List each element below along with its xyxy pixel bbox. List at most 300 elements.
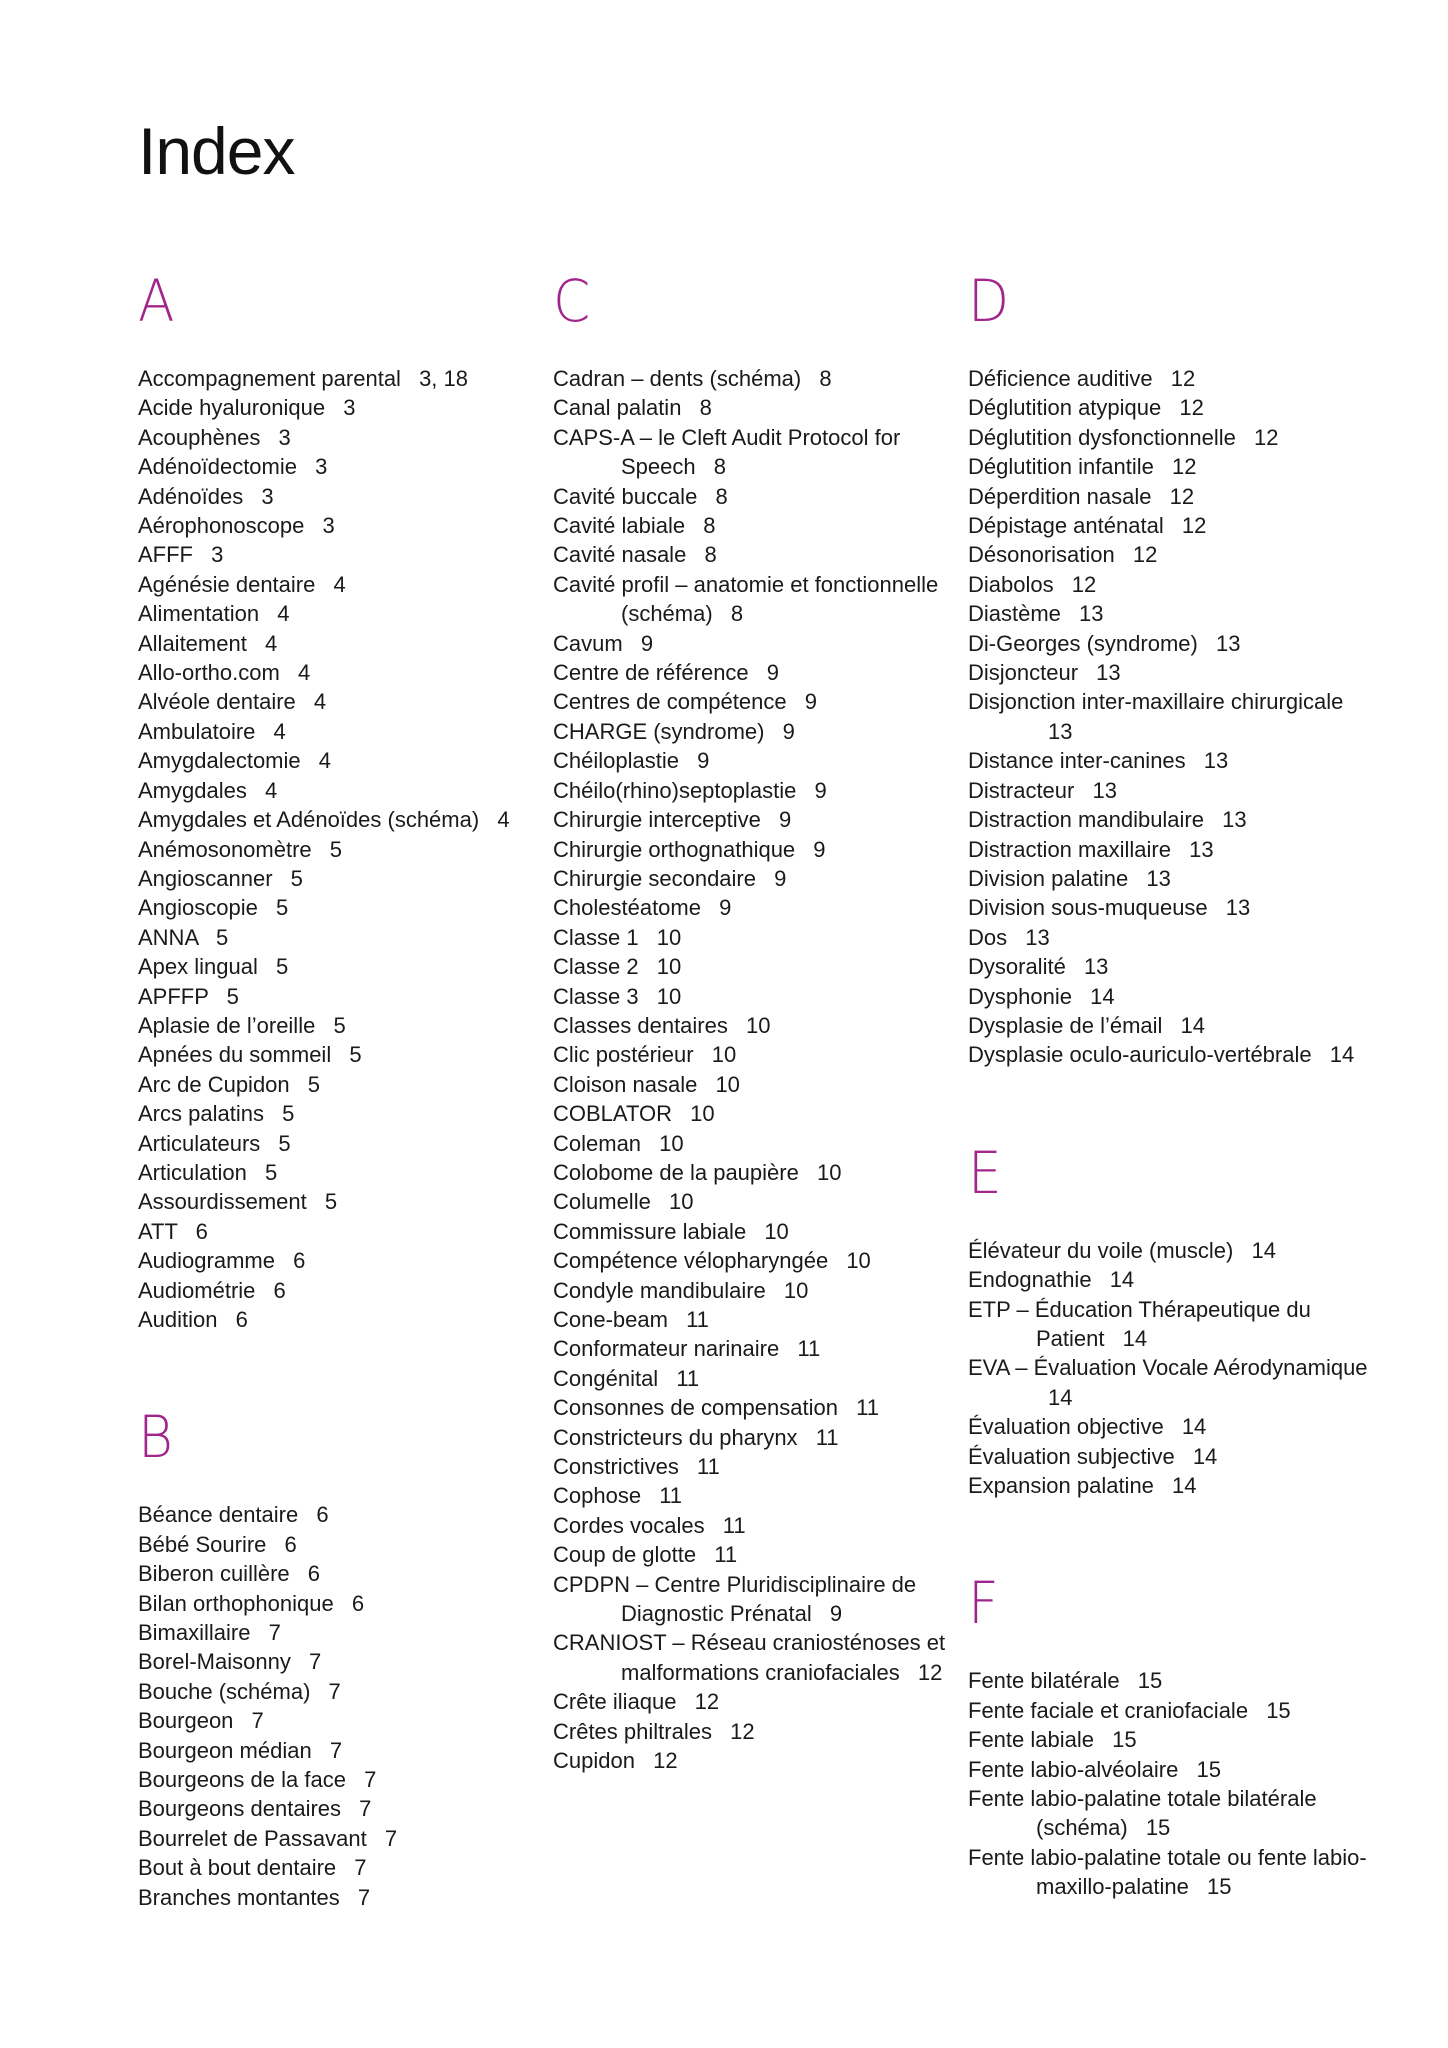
entry-page-ref[interactable]: 14 [1122, 1325, 1148, 1351]
entry-page-ref[interactable]: 5 [278, 1130, 291, 1156]
index-entry [138, 423, 538, 452]
entry-page-ref[interactable]: 8 [703, 513, 716, 539]
entry-term: Division palatine [968, 865, 1129, 891]
index-entry [138, 1559, 538, 1588]
index-section-e [968, 1138, 1368, 1501]
index-entry [138, 1217, 538, 1246]
index-entry [138, 1187, 538, 1216]
index-section-c [553, 267, 953, 1776]
entry-term: Distraction mandibulaire [968, 807, 1204, 833]
entry-page-ref[interactable]: 5 [333, 1012, 346, 1038]
index-entry [138, 629, 538, 658]
entry-term: Désonorisation [968, 542, 1115, 568]
entry-term: Classes dentaires [553, 1012, 728, 1038]
entry-term: Distance inter-canines [968, 748, 1186, 774]
entry-page-ref[interactable]: 9 [779, 807, 792, 833]
index-entry [553, 540, 953, 569]
section-letter: E [968, 1138, 1002, 1207]
index-section-f [968, 1569, 1368, 1901]
entry-list [138, 1500, 538, 1912]
index-entry [138, 952, 538, 981]
entry-term: Congénital [553, 1365, 659, 1391]
entry-term: Déglutition atypique [968, 395, 1162, 421]
index-entry [553, 1305, 953, 1334]
entry-term: Déficience auditive [968, 366, 1153, 391]
entry-page-ref[interactable]: 5 [276, 954, 289, 980]
entry-page-ref[interactable]: 12 [730, 1718, 755, 1744]
index-entry [968, 658, 1368, 687]
entry-page-ref[interactable]: 6 [351, 1590, 365, 1616]
entry-page-ref[interactable]: 13 [1222, 807, 1247, 833]
entry-page-ref[interactable]: 10 [846, 1248, 871, 1274]
index-entry [138, 717, 538, 746]
index-entry [138, 746, 538, 775]
entry-term: Bouche (schéma) [138, 1678, 311, 1704]
entry-page-ref[interactable]: 7 [359, 1796, 372, 1822]
entry-term: Columelle [553, 1189, 651, 1215]
index-entry [968, 511, 1368, 540]
entry-page-ref[interactable]: 5 [226, 983, 239, 1009]
entry-term: Cophose [553, 1483, 642, 1509]
entry-term: Diabolos [968, 571, 1054, 597]
entry-page-ref[interactable]: 15 [1196, 1756, 1221, 1782]
entry-term: Dysplasie oculo-auriculo-vertébrale [968, 1042, 1312, 1068]
entry-page-ref[interactable]: 5 [307, 1071, 321, 1097]
entry-term: Bimaxillaire [138, 1620, 251, 1646]
entry-term: Classe 3 [553, 983, 639, 1009]
entry-term: Articulateurs [138, 1130, 261, 1156]
entry-page-ref[interactable]: 15 [1137, 1668, 1163, 1694]
entry-term: ANNA [138, 924, 198, 950]
entry-page-ref[interactable]: 15 [1112, 1727, 1137, 1753]
entry-page-ref[interactable]: 12 [1253, 424, 1279, 450]
entry-term: Évaluation objective [968, 1414, 1164, 1440]
index-entry [553, 364, 953, 393]
entry-page-ref[interactable]: 13 [1092, 777, 1117, 803]
index-column-3 [968, 268, 1368, 1902]
entry-term: CRANIOST – Réseau craniosténoses et malformations craniofaciales [553, 1630, 946, 1685]
index-entry [968, 599, 1368, 628]
entry-page-ref[interactable]: 13 [1025, 924, 1050, 950]
entry-term: Disjonction inter-maxillaire chirurgicale [968, 689, 1344, 715]
entry-page-ref[interactable]: 4 [333, 571, 346, 597]
index-entry [138, 1040, 538, 1069]
index-entry [968, 1236, 1368, 1265]
index-entry [553, 1129, 953, 1158]
entry-page-ref[interactable]: 15 [1206, 1874, 1232, 1900]
entry-page-ref[interactable]: 5 [329, 836, 343, 862]
entry-page-ref[interactable]: 4 [497, 807, 510, 833]
entry-page-ref[interactable]: 10 [715, 1071, 740, 1097]
entry-page-ref[interactable]: 12 [1172, 454, 1197, 480]
entry-page-ref[interactable]: 9 [697, 748, 710, 774]
entry-term: Distraction maxillaire [968, 836, 1171, 862]
index-entry [968, 1471, 1368, 1500]
entry-page-ref[interactable]: 3 [343, 395, 356, 421]
entry-term: Cavum [553, 630, 623, 656]
index-entry [968, 1843, 1368, 1902]
entry-page-ref[interactable]: 13 [1096, 660, 1121, 686]
entry-term: Audiogramme [138, 1248, 275, 1274]
entry-page-ref[interactable]: 12 [1179, 395, 1204, 421]
entry-page-ref[interactable]: 7 [328, 1678, 341, 1704]
index-entry [968, 952, 1368, 981]
entry-page-ref[interactable]: 4 [264, 630, 278, 656]
index-entry [138, 364, 538, 393]
entry-page-ref[interactable]: 10 [656, 924, 682, 950]
index-entry [138, 1853, 538, 1882]
entry-page-ref[interactable]: 5 [324, 1189, 338, 1215]
entry-page-ref[interactable]: 10 [711, 1042, 737, 1068]
entry-list [968, 364, 1368, 1070]
entry-page-ref[interactable]: 10 [656, 954, 682, 980]
entry-term: EVA – Évaluation Vocale Aérodynamique [968, 1355, 1368, 1381]
entry-page-ref[interactable]: 12 [1170, 366, 1196, 391]
entry-page-ref[interactable]: 10 [746, 1012, 771, 1038]
entry-list [968, 1236, 1368, 1501]
entry-term: Audiométrie [138, 1277, 256, 1303]
entry-page-ref[interactable]: 4 [264, 777, 278, 803]
entry-term: Constrictives [553, 1454, 679, 1480]
entry-term: Déglutition infantile [968, 454, 1154, 480]
index-entry [968, 687, 1368, 746]
entry-page-ref[interactable]: 6 [316, 1502, 329, 1528]
index-entry [138, 1765, 538, 1794]
entry-page-ref[interactable]: 9 [640, 630, 654, 656]
index-entry [138, 1129, 538, 1158]
entry-page-ref[interactable]: 7 [251, 1708, 264, 1734]
index-entry [138, 776, 538, 805]
entry-page-ref[interactable]: 12 [694, 1689, 720, 1715]
index-entry [138, 393, 538, 422]
entry-term: Centre de référence [553, 660, 749, 686]
entry-page-ref[interactable]: 13 [1079, 601, 1104, 627]
index-entry [553, 1187, 953, 1216]
entry-page-ref[interactable]: 7 [354, 1855, 367, 1881]
entry-page-ref[interactable]: 9 [804, 689, 817, 715]
index-entry [968, 393, 1368, 422]
entry-term: Division sous-muqueuse [968, 895, 1208, 921]
entry-page-ref[interactable]: 14 [1329, 1042, 1355, 1068]
index-entry [138, 893, 538, 922]
entry-term: Bourgeon médian [138, 1737, 312, 1763]
entry-term: Cavité buccale [553, 483, 698, 509]
index-entry [968, 1353, 1368, 1412]
index-entry [968, 864, 1368, 893]
index-entry [553, 982, 953, 1011]
entry-page-ref[interactable]: 13 [1048, 718, 1073, 744]
entry-term: Élévateur du voile (muscle) [968, 1237, 1234, 1263]
entry-term: COBLATOR [553, 1101, 672, 1127]
entry-page-ref[interactable]: 6 [307, 1561, 321, 1587]
entry-term: Adénoïdes [138, 483, 244, 509]
entry-term: CAPS-A – le Cleft Audit Protocol for Speech [553, 424, 901, 480]
entry-page-ref[interactable]: 6 [195, 1218, 208, 1244]
index-entry [968, 452, 1368, 481]
entry-term: Acide hyaluronique [138, 395, 326, 421]
entry-page-ref[interactable]: 14 [1109, 1267, 1135, 1293]
entry-term: CHARGE (syndrome) [553, 718, 765, 744]
entry-term: Canal palatin [553, 395, 682, 421]
entry-term: Fente faciale et craniofaciale [968, 1697, 1249, 1723]
index-entry [138, 1246, 538, 1275]
entry-page-ref[interactable]: 11 [856, 1395, 879, 1421]
entry-page-ref[interactable]: 10 [764, 1218, 789, 1244]
entry-page-ref[interactable]: 3 [211, 542, 224, 568]
index-entry [553, 1040, 953, 1069]
entry-term: Biberon cuillère [138, 1561, 290, 1587]
entry-page-ref[interactable]: 10 [668, 1189, 694, 1215]
entry-page-ref[interactable]: 9 [719, 895, 732, 921]
index-entry [553, 1070, 953, 1099]
entry-page-ref[interactable]: 14 [1172, 1473, 1197, 1498]
index-entry [968, 540, 1368, 569]
section-letter: F [968, 1569, 999, 1638]
entry-term: Dysplasie de l’émail [968, 1012, 1163, 1038]
index-entry [968, 1725, 1368, 1754]
entry-page-ref[interactable]: 8 [699, 395, 712, 421]
entry-page-ref[interactable]: 14 [1192, 1443, 1218, 1469]
index-entry [138, 452, 538, 481]
index-entry [553, 687, 953, 716]
index-entry [553, 482, 953, 511]
entry-page-ref[interactable]: 6 [273, 1277, 286, 1303]
entry-term: Dysoralité [968, 954, 1066, 980]
entry-page-ref[interactable]: 5 [290, 865, 303, 891]
entry-term: Coleman [553, 1130, 642, 1156]
entry-page-ref[interactable]: 9 [814, 777, 827, 803]
entry-page-ref[interactable]: 5 [349, 1042, 362, 1068]
entry-term: Ambulatoire [138, 718, 256, 744]
index-entry [138, 570, 538, 599]
entry-term: Cordes vocales [553, 1512, 705, 1538]
entry-term: Distracteur [968, 777, 1075, 803]
entry-page-ref[interactable]: 12 [917, 1659, 943, 1685]
entry-page-ref[interactable]: 6 [293, 1248, 306, 1274]
entry-term: Amygdalectomie [138, 748, 301, 774]
entry-page-ref[interactable]: 12 [653, 1748, 678, 1774]
entry-term: Allaitement [138, 630, 247, 656]
index-entry [553, 1099, 953, 1128]
entry-page-ref[interactable]: 3 [261, 483, 274, 509]
entry-page-ref[interactable]: 8 [730, 601, 744, 627]
index-column-2 [553, 268, 953, 1776]
entry-term: Disjoncteur [968, 660, 1079, 686]
entry-page-ref[interactable]: 9 [782, 718, 795, 744]
index-entry [138, 923, 538, 952]
entry-page-ref[interactable]: 10 [659, 1130, 684, 1156]
index-entry [968, 1755, 1368, 1784]
index-entry [553, 1334, 953, 1363]
entry-page-ref[interactable]: 9 [766, 660, 780, 686]
entry-page-ref[interactable]: 5 [264, 1159, 278, 1185]
entry-page-ref[interactable]: 7 [384, 1825, 398, 1851]
entry-page-ref[interactable]: 11 [714, 1542, 738, 1568]
entry-page-ref[interactable]: 4 [297, 660, 311, 686]
entry-page-ref[interactable]: 8 [819, 366, 832, 391]
entry-page-ref[interactable]: 3, 18 [419, 366, 468, 391]
entry-term: Commissure labiale [553, 1218, 747, 1244]
entry-page-ref[interactable]: 5 [216, 924, 229, 950]
index-entry [553, 570, 953, 629]
index-entry [553, 864, 953, 893]
index-entry [138, 599, 538, 628]
entry-page-ref[interactable]: 11 [676, 1365, 700, 1391]
entry-page-ref[interactable]: 4 [318, 748, 332, 774]
entry-term: Chéilo(rhino)septoplastie [553, 777, 797, 803]
entry-term: Chirurgie secondaire [553, 865, 756, 891]
entry-term: Bout à bout dentaire [138, 1855, 337, 1881]
index-entry [968, 1784, 1368, 1843]
entry-page-ref[interactable]: 5 [276, 895, 289, 921]
entry-page-ref[interactable]: 14 [1181, 1414, 1207, 1440]
index-entry [968, 746, 1368, 775]
entry-term: Aérophonoscope [138, 513, 305, 539]
index-entry [968, 1666, 1368, 1695]
index-entry [968, 893, 1368, 922]
entry-term: Déperdition nasale [968, 483, 1152, 509]
entry-term: Angioscopie [138, 895, 258, 921]
index-entry [553, 1423, 953, 1452]
index-entry [138, 1305, 538, 1334]
entry-page-ref[interactable]: 13 [1146, 865, 1171, 891]
index-entry [968, 923, 1368, 952]
entry-term: Fente labio-palatine totale ou fente labio-maxillo-palatine [968, 1844, 1367, 1900]
entry-page-ref[interactable]: 14 [1251, 1237, 1276, 1263]
entry-page-ref[interactable]: 4 [313, 689, 327, 715]
entry-page-ref[interactable]: 11 [686, 1307, 709, 1332]
entry-term: Audition [138, 1307, 218, 1332]
entry-page-ref[interactable]: 7 [357, 1884, 371, 1910]
index-entry [553, 1687, 953, 1716]
index-entry [138, 1530, 538, 1559]
entry-term: Compétence vélopharyngée [553, 1248, 829, 1274]
entry-term: Bilan orthophonique [138, 1590, 334, 1616]
entry-page-ref[interactable]: 13 [1225, 895, 1251, 921]
entry-term: ETP – Éducation Thérapeutique du Patient [968, 1296, 1311, 1351]
entry-page-ref[interactable]: 9 [813, 836, 826, 862]
entry-term: Dos [968, 924, 1008, 950]
entry-term: Amygdales [138, 777, 247, 803]
entry-page-ref[interactable]: 12 [1181, 513, 1207, 539]
entry-page-ref[interactable]: 4 [273, 718, 286, 744]
entry-term: Centres de compétence [553, 689, 787, 715]
entry-term: Condyle mandibulaire [553, 1277, 766, 1303]
entry-page-ref[interactable]: 11 [797, 1336, 821, 1362]
entry-page-ref[interactable]: 10 [783, 1277, 809, 1303]
index-entry [553, 1717, 953, 1746]
entry-page-ref[interactable]: 11 [815, 1424, 839, 1450]
entry-page-ref[interactable]: 8 [715, 483, 728, 509]
index-entry [968, 1442, 1368, 1471]
entry-page-ref[interactable]: 6 [235, 1307, 248, 1332]
entry-page-ref[interactable]: 13 [1189, 836, 1214, 862]
entry-page-ref[interactable]: 12 [1132, 542, 1158, 568]
entry-page-ref[interactable]: 8 [704, 542, 717, 568]
entry-page-ref[interactable]: 14 [1090, 983, 1115, 1009]
entry-page-ref[interactable]: 7 [364, 1767, 377, 1793]
entry-page-ref[interactable]: 6 [284, 1531, 297, 1557]
index-entry [968, 1412, 1368, 1441]
entry-term: Fente bilatérale [968, 1668, 1120, 1694]
index-entry [553, 511, 953, 540]
entry-term: Conformateur narinaire [553, 1336, 780, 1362]
entry-term: Chirurgie interceptive [553, 807, 761, 833]
entry-list [968, 1666, 1368, 1901]
entry-term: Crêtes philtrales [553, 1718, 712, 1744]
index-entry [138, 1070, 538, 1099]
entry-page-ref[interactable]: 7 [329, 1737, 343, 1763]
entry-page-ref[interactable]: 13 [1215, 630, 1241, 656]
entry-page-ref[interactable]: 7 [308, 1649, 322, 1675]
entry-page-ref[interactable]: 13 [1203, 748, 1229, 774]
entry-term: Cloison nasale [553, 1071, 698, 1097]
entry-page-ref[interactable]: 15 [1266, 1697, 1291, 1723]
page-title: Index [138, 114, 295, 188]
entry-term: Alimentation [138, 601, 260, 627]
entry-term: Adénoïdectomie [138, 454, 297, 480]
entry-term: Branches montantes [138, 1884, 340, 1910]
entry-term: Articulation [138, 1159, 247, 1185]
entry-page-ref[interactable]: 3 [278, 424, 291, 450]
index-entry [968, 805, 1368, 834]
entry-term: Arc de Cupidon [138, 1071, 290, 1097]
index-entry [138, 1158, 538, 1187]
entry-page-ref[interactable]: 10 [690, 1101, 715, 1127]
index-entry [553, 746, 953, 775]
entry-page-ref[interactable]: 10 [656, 983, 682, 1009]
entry-page-ref[interactable]: 11 [697, 1454, 720, 1480]
entry-page-ref[interactable]: 13 [1083, 954, 1109, 980]
index-entry [968, 423, 1368, 452]
entry-page-ref[interactable]: 14 [1180, 1012, 1206, 1038]
entry-page-ref[interactable]: 15 [1145, 1815, 1171, 1841]
entry-term: Aplasie de l’oreille [138, 1012, 316, 1038]
section-letter: C [553, 267, 591, 335]
index-entry [138, 482, 538, 511]
entry-term: Cholestéatome [553, 895, 701, 921]
index-entry [138, 658, 538, 687]
entry-page-ref[interactable]: 9 [829, 1601, 843, 1627]
index-entry [968, 1265, 1368, 1294]
entry-page-ref[interactable]: 11 [722, 1512, 746, 1538]
entry-page-ref[interactable]: 10 [816, 1159, 842, 1185]
entry-page-ref[interactable]: 11 [659, 1483, 683, 1509]
index-entry [968, 629, 1368, 658]
entry-term: Anémosonomètre [138, 836, 312, 862]
index-entry [553, 1746, 953, 1775]
entry-term: Apex lingual [138, 954, 258, 980]
entry-page-ref[interactable]: 3 [315, 454, 328, 480]
index-entry [553, 1452, 953, 1481]
entry-term: Amygdales et Adénoïdes (schéma) [138, 807, 480, 833]
entry-page-ref[interactable]: 7 [268, 1620, 281, 1646]
entry-term: ATT [138, 1218, 178, 1244]
entry-page-ref[interactable]: 9 [774, 865, 787, 891]
index-entry [138, 982, 538, 1011]
entry-page-ref[interactable]: 5 [282, 1101, 295, 1127]
entry-page-ref[interactable]: 14 [1048, 1384, 1073, 1410]
entry-page-ref[interactable]: 12 [1169, 483, 1195, 509]
entry-term: Cupidon [553, 1748, 635, 1774]
entry-page-ref[interactable]: 12 [1071, 571, 1097, 597]
entry-page-ref[interactable]: 4 [277, 601, 290, 627]
index-entry [138, 1647, 538, 1676]
entry-page-ref[interactable]: 8 [713, 454, 726, 480]
entry-page-ref[interactable]: 3 [322, 513, 335, 539]
entry-term: Évaluation subjective [968, 1443, 1175, 1469]
entry-term: Acouphènes [138, 424, 261, 450]
